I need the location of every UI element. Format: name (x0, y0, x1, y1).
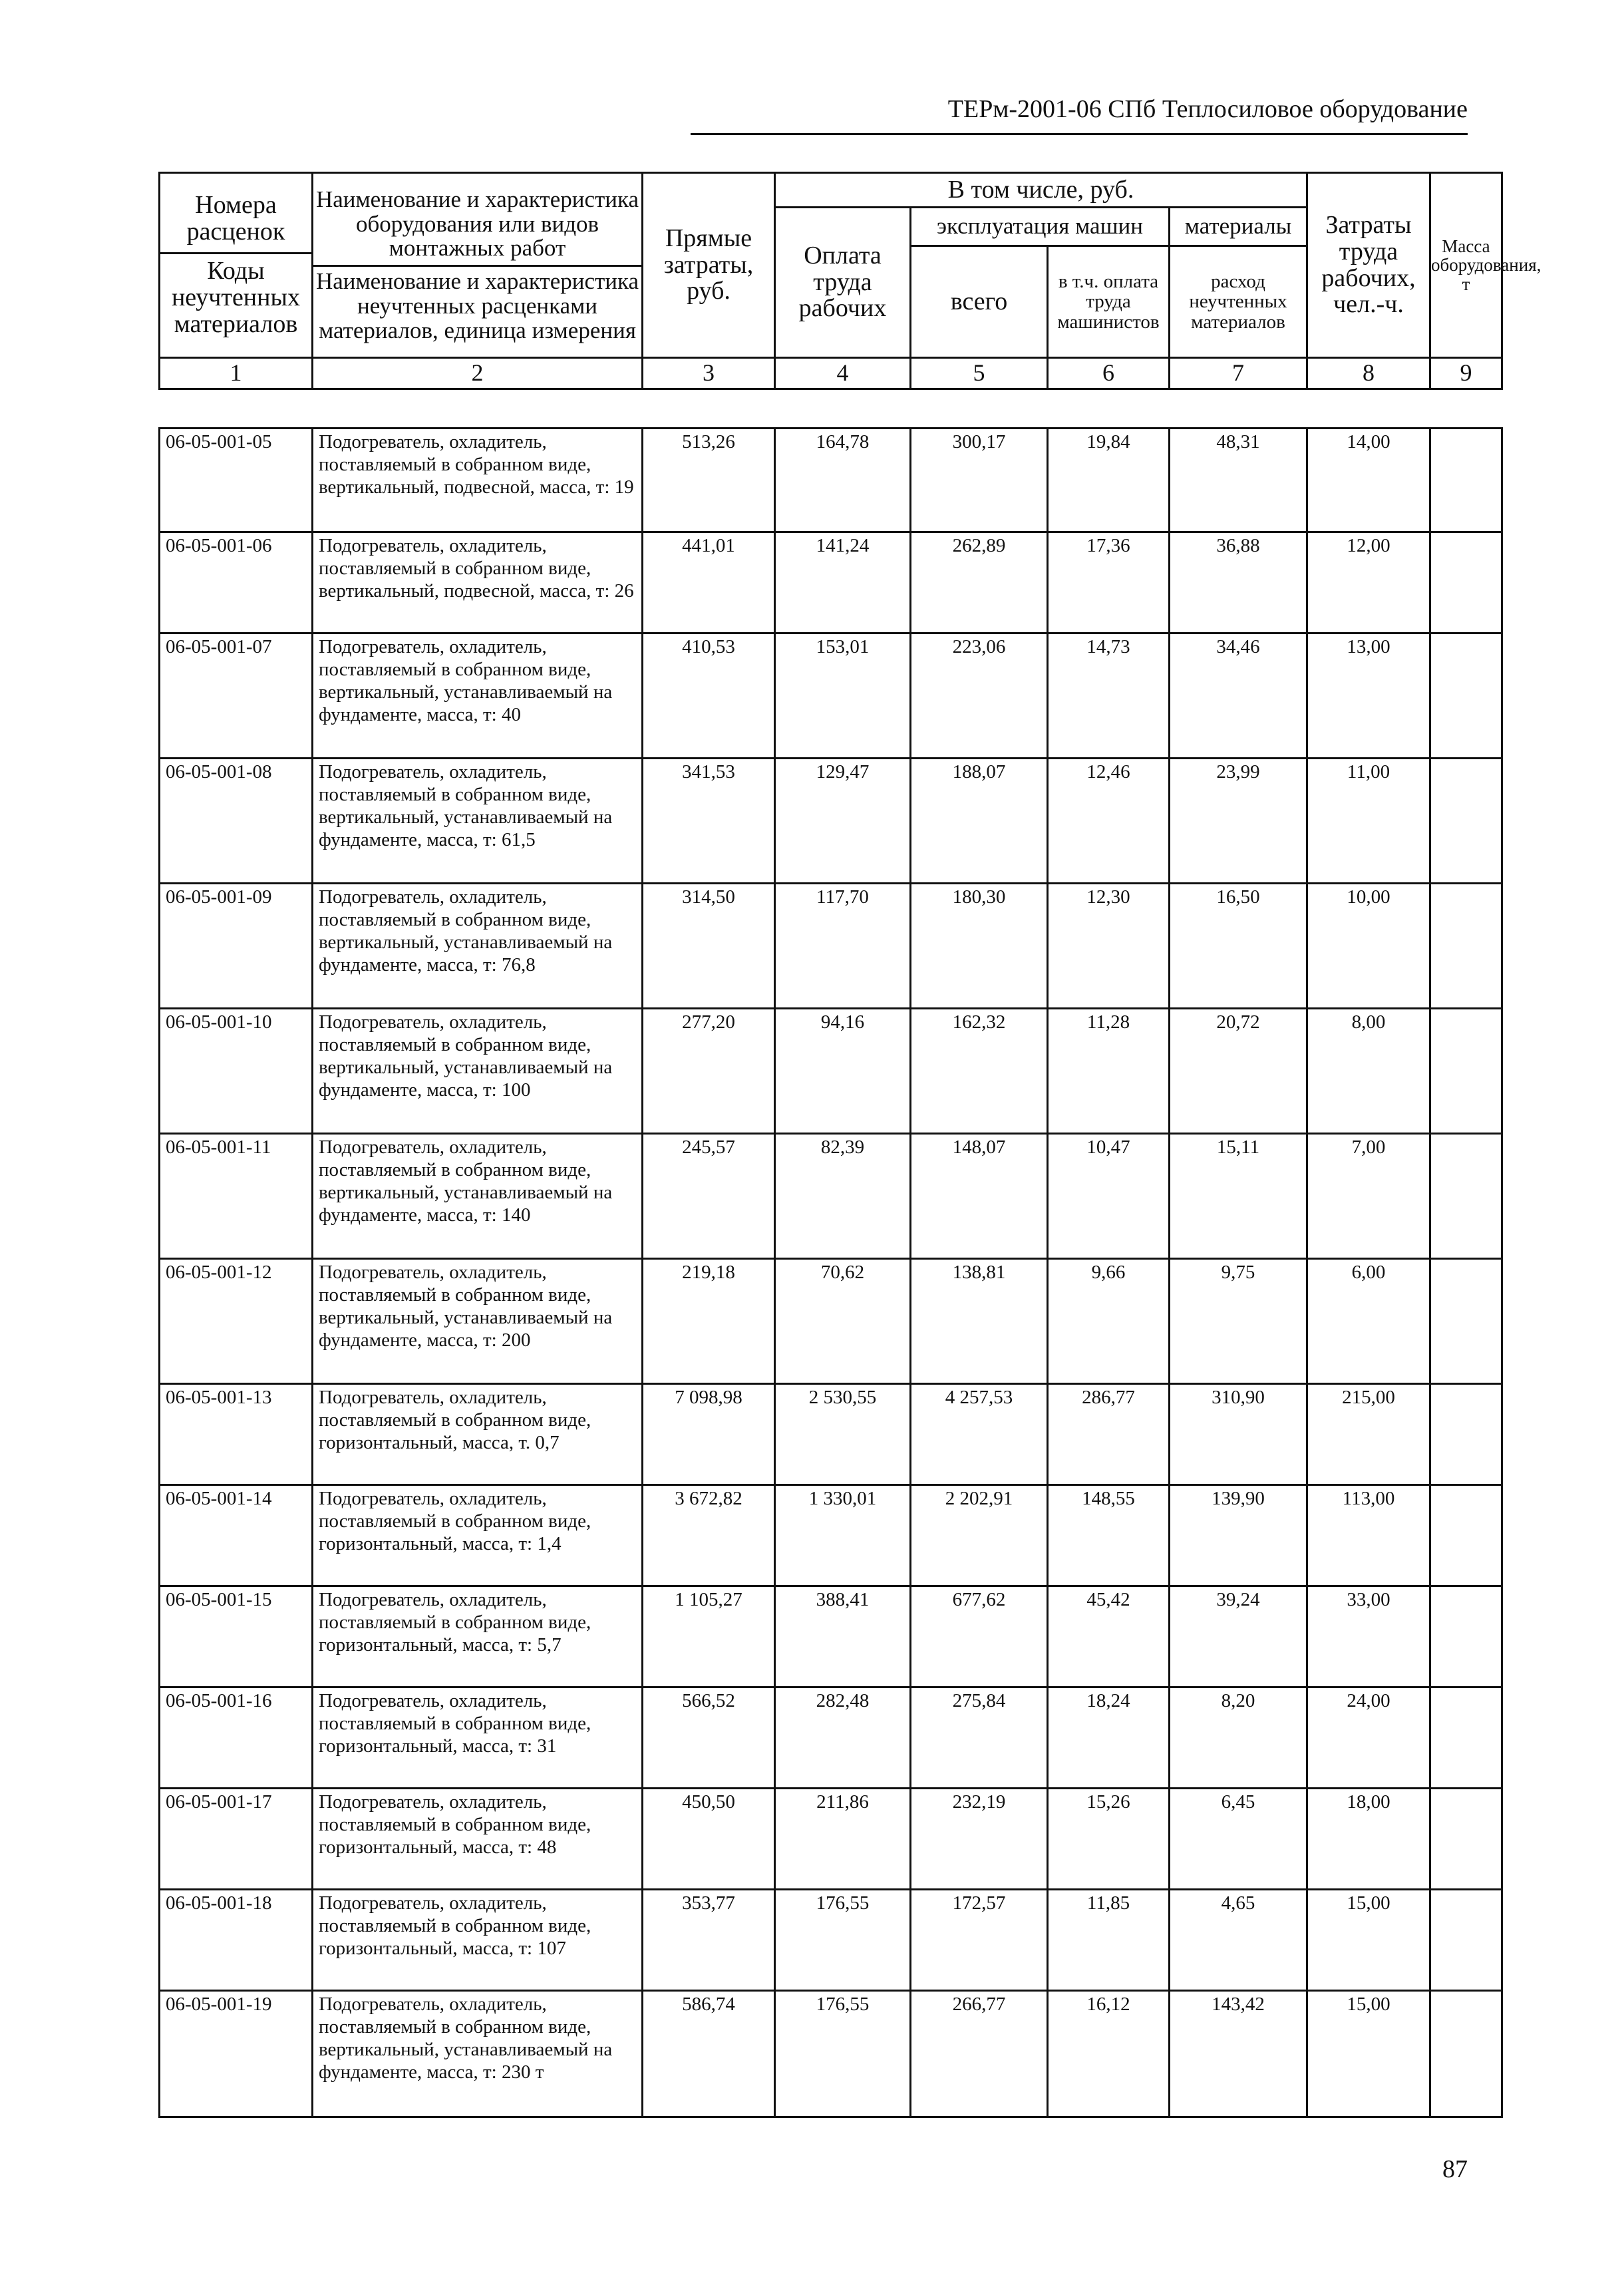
operator-pay-cell: 10,47 (1048, 1134, 1170, 1259)
direct-costs-cell: 586,74 (643, 1991, 775, 2117)
rate-code-cell: 06-05-001-13 (160, 1384, 313, 1485)
page-number: 87 (1442, 2155, 1468, 2183)
direct-costs-cell: 341,53 (643, 759, 775, 884)
labor-hours-cell: 18,00 (1307, 1789, 1430, 1890)
incl-header: В том числе, руб. (775, 173, 1307, 208)
labor-pay-cell: 141,24 (775, 532, 911, 633)
labor-pay-cell: 70,62 (775, 1259, 911, 1384)
machine-costs-cell: 275,84 (911, 1687, 1048, 1789)
labor-hours-cell: 15,00 (1307, 1991, 1430, 2117)
labor-pay-cell: 176,55 (775, 1890, 911, 1991)
labor-hours-cell: 6,00 (1307, 1259, 1430, 1384)
labor-hours-cell: 33,00 (1307, 1586, 1430, 1687)
col7-header: расход неучтенных материалов (1170, 246, 1307, 358)
rate-code-cell: 06-05-001-17 (160, 1789, 313, 1890)
col5-header: всего (911, 246, 1048, 358)
col4-header: Оплата труда рабочих (775, 208, 911, 358)
labor-pay-cell: 153,01 (775, 633, 911, 759)
labor-pay-cell: 176,55 (775, 1991, 911, 2117)
table-row (160, 884, 1502, 1009)
labor-pay-cell: 164,78 (775, 429, 911, 532)
materials-costs-cell: 4,65 (1170, 1890, 1307, 1991)
labor-hours-cell: 215,00 (1307, 1384, 1430, 1485)
operator-pay-cell: 11,28 (1048, 1009, 1170, 1134)
work-name-cell: Подогреватель, охладитель, поставляемый в собранном виде, вертикальный, подвесной, масса, т: 26 (313, 532, 643, 633)
table-row (160, 1009, 1502, 1134)
materials-header: материалы (1170, 208, 1307, 246)
operator-pay-cell: 11,85 (1048, 1890, 1170, 1991)
direct-costs-cell: 441,01 (643, 532, 775, 633)
labor-hours-cell: 8,00 (1307, 1009, 1430, 1134)
rate-code-cell: 06-05-001-12 (160, 1259, 313, 1384)
rate-code-cell: 06-05-001-05 (160, 429, 313, 532)
work-name-cell: Подогреватель, охладитель, поставляемый в собранном виде, вертикальный, устанавливаемый на фундаменте, масса, т: 61,5 (313, 759, 643, 884)
labor-hours-cell: 24,00 (1307, 1687, 1430, 1789)
machine-costs-cell: 188,07 (911, 759, 1048, 884)
machine-costs-cell: 4 257,53 (911, 1384, 1048, 1485)
materials-costs-cell: 8,20 (1170, 1687, 1307, 1789)
table-row (160, 759, 1502, 884)
equipment-mass-cell (1430, 1259, 1502, 1384)
machine-costs-cell: 266,77 (911, 1991, 1048, 2117)
table-row (160, 1586, 1502, 1687)
machine-costs-cell: 262,89 (911, 532, 1048, 633)
materials-costs-cell: 39,24 (1170, 1586, 1307, 1687)
col1-bottom-label: Коды неучтенных материалов (171, 257, 301, 338)
col2-bottom-label: Наименование и характеристика неучтенных расценками материалов, единица измерения (315, 268, 639, 343)
table-row (160, 1485, 1502, 1586)
rate-code-cell: 06-05-001-19 (160, 1991, 313, 2117)
machine-costs-cell: 138,81 (911, 1259, 1048, 1384)
labor-hours-cell: 13,00 (1307, 633, 1430, 759)
colnum-9: 9 (1430, 358, 1502, 389)
equipment-mass-cell (1430, 1687, 1502, 1789)
labor-hours-cell: 7,00 (1307, 1134, 1430, 1259)
rates-table (158, 427, 1503, 2118)
labor-pay-cell: 2 530,55 (775, 1384, 911, 1485)
table-row (160, 633, 1502, 759)
labor-pay-cell: 117,70 (775, 884, 911, 1009)
machine-costs-cell: 180,30 (911, 884, 1048, 1009)
equipment-mass-cell (1430, 1586, 1502, 1687)
machines-header: эксплуатация машин (911, 208, 1170, 246)
col6-header: в т.ч. оплата труда машинистов (1048, 246, 1170, 358)
equipment-mass-cell (1430, 759, 1502, 884)
col2-header (313, 173, 643, 358)
col3-header: Прямые затраты, руб. (643, 173, 775, 358)
col9-header: Масса оборудования, т (1430, 173, 1502, 358)
machine-costs-cell: 677,62 (911, 1586, 1048, 1687)
labor-hours-cell: 14,00 (1307, 429, 1430, 532)
rate-code-cell: 06-05-001-06 (160, 532, 313, 633)
equipment-mass-cell (1430, 1991, 1502, 2117)
operator-pay-cell: 286,77 (1048, 1384, 1170, 1485)
equipment-mass-cell (1430, 429, 1502, 532)
materials-costs-cell: 48,31 (1170, 429, 1307, 532)
equipment-mass-cell (1430, 1134, 1502, 1259)
work-name-cell: Подогреватель, охладитель, поставляемый в собранном виде, вертикальный, устанавливаемый на фундаменте, масса, т: 230 т (313, 1991, 643, 2117)
machine-costs-cell: 2 202,91 (911, 1485, 1048, 1586)
operator-pay-cell: 16,12 (1048, 1991, 1170, 2117)
machine-costs-cell: 232,19 (911, 1789, 1048, 1890)
col1-header (160, 173, 313, 358)
operator-pay-cell: 9,66 (1048, 1259, 1170, 1384)
machine-costs-cell: 300,17 (911, 429, 1048, 532)
work-name-cell: Подогреватель, охладитель, поставляемый в собранном виде, вертикальный, устанавливаемый на фундаменте, масса, т: 100 (313, 1009, 643, 1134)
rate-code-cell: 06-05-001-11 (160, 1134, 313, 1259)
table-row (160, 429, 1502, 532)
table-row (160, 1991, 1502, 2117)
colnum-8: 8 (1307, 358, 1430, 389)
work-name-cell: Подогреватель, охладитель, поставляемый в собранном виде, горизонтальный, масса, т. 0,7 (313, 1384, 643, 1485)
machine-costs-cell: 162,32 (911, 1009, 1048, 1134)
work-name-cell: Подогреватель, охладитель, поставляемый в собранном виде, вертикальный, устанавливаемый на фундаменте, масса, т: 140 (313, 1134, 643, 1259)
equipment-mass-cell (1430, 633, 1502, 759)
table-row (160, 532, 1502, 633)
labor-pay-cell: 282,48 (775, 1687, 911, 1789)
labor-pay-cell: 82,39 (775, 1134, 911, 1259)
operator-pay-cell: 17,36 (1048, 532, 1170, 633)
work-name-cell: Подогреватель, охладитель, поставляемый в собранном виде, вертикальный, устанавливаемый на фундаменте, масса, т: 76,8 (313, 884, 643, 1009)
materials-costs-cell: 143,42 (1170, 1991, 1307, 2117)
table-row (160, 1789, 1502, 1890)
direct-costs-cell: 7 098,98 (643, 1384, 775, 1485)
operator-pay-cell: 12,46 (1048, 759, 1170, 884)
colnum-7: 7 (1170, 358, 1307, 389)
materials-costs-cell: 20,72 (1170, 1009, 1307, 1134)
colnum-5: 5 (911, 358, 1048, 389)
column-header-table (158, 172, 1542, 390)
direct-costs-cell: 245,57 (643, 1134, 775, 1259)
table-row (160, 1134, 1502, 1259)
materials-costs-cell: 139,90 (1170, 1485, 1307, 1586)
equipment-mass-cell (1430, 1485, 1502, 1586)
direct-costs-cell: 3 672,82 (643, 1485, 775, 1586)
operator-pay-cell: 14,73 (1048, 633, 1170, 759)
table-row (160, 1259, 1502, 1384)
labor-pay-cell: 211,86 (775, 1789, 911, 1890)
work-name-cell: Подогреватель, охладитель, поставляемый в собранном виде, горизонтальный, масса, т: 31 (313, 1687, 643, 1789)
labor-hours-cell: 15,00 (1307, 1890, 1430, 1991)
rate-code-cell: 06-05-001-08 (160, 759, 313, 884)
colnum-6: 6 (1048, 358, 1170, 389)
colnum-4: 4 (775, 358, 911, 389)
equipment-mass-cell (1430, 1789, 1502, 1890)
direct-costs-cell: 566,52 (643, 1687, 775, 1789)
work-name-cell: Подогреватель, охладитель, поставляемый в собранном виде, горизонтальный, масса, т: 5,7 (313, 1586, 643, 1687)
direct-costs-cell: 1 105,27 (643, 1586, 775, 1687)
materials-costs-cell: 16,50 (1170, 884, 1307, 1009)
labor-hours-cell: 113,00 (1307, 1485, 1430, 1586)
operator-pay-cell: 148,55 (1048, 1485, 1170, 1586)
colnum-3: 3 (643, 358, 775, 389)
table-row (160, 1890, 1502, 1991)
operator-pay-cell: 45,42 (1048, 1586, 1170, 1687)
work-name-cell: Подогреватель, охладитель, поставляемый в собранном виде, вертикальный, устанавливаемый на фундаменте, масса, т: 200 (313, 1259, 643, 1384)
work-name-cell: Подогреватель, охладитель, поставляемый в собранном виде, горизонтальный, масса, т: 107 (313, 1890, 643, 1991)
work-name-cell: Подогреватель, охладитель, поставляемый в собранном виде, горизонтальный, масса, т: 1,4 (313, 1485, 643, 1586)
machine-costs-cell: 223,06 (911, 633, 1048, 759)
labor-hours-cell: 12,00 (1307, 532, 1430, 633)
equipment-mass-cell (1430, 1384, 1502, 1485)
operator-pay-cell: 15,26 (1048, 1789, 1170, 1890)
operator-pay-cell: 12,30 (1048, 884, 1170, 1009)
direct-costs-cell: 450,50 (643, 1789, 775, 1890)
direct-costs-cell: 353,77 (643, 1890, 775, 1991)
direct-costs-cell: 314,50 (643, 884, 775, 1009)
direct-costs-cell: 277,20 (643, 1009, 775, 1134)
labor-pay-cell: 129,47 (775, 759, 911, 884)
equipment-mass-cell (1430, 1890, 1502, 1991)
rate-code-cell: 06-05-001-09 (160, 884, 313, 1009)
rate-code-cell: 06-05-001-10 (160, 1009, 313, 1134)
rate-code-cell: 06-05-001-18 (160, 1890, 313, 1991)
equipment-mass-cell (1430, 532, 1502, 633)
equipment-mass-cell (1430, 884, 1502, 1009)
work-name-cell: Подогреватель, охладитель, поставляемый в собранном виде, горизонтальный, масса, т: 48 (313, 1789, 643, 1890)
operator-pay-cell: 18,24 (1048, 1687, 1170, 1789)
materials-costs-cell: 15,11 (1170, 1134, 1307, 1259)
direct-costs-cell: 410,53 (643, 633, 775, 759)
materials-costs-cell: 310,90 (1170, 1384, 1307, 1485)
header-rule (691, 133, 1468, 135)
operator-pay-cell: 19,84 (1048, 429, 1170, 532)
col1-top-label: Номера расценок (160, 192, 311, 254)
equipment-mass-cell (1430, 1009, 1502, 1134)
materials-costs-cell: 36,88 (1170, 532, 1307, 633)
machine-costs-cell: 148,07 (911, 1134, 1048, 1259)
col8-header: Затраты труда рабочих, чел.-ч. (1307, 173, 1430, 358)
labor-pay-cell: 1 330,01 (775, 1485, 911, 1586)
rate-code-cell: 06-05-001-07 (160, 633, 313, 759)
table-row (160, 1384, 1502, 1485)
direct-costs-cell: 513,26 (643, 429, 775, 532)
labor-hours-cell: 11,00 (1307, 759, 1430, 884)
materials-costs-cell: 34,46 (1170, 633, 1307, 759)
rate-code-cell: 06-05-001-15 (160, 1586, 313, 1687)
machine-costs-cell: 172,57 (911, 1890, 1048, 1991)
labor-hours-cell: 10,00 (1307, 884, 1430, 1009)
work-name-cell: Подогреватель, охладитель, поставляемый в собранном виде, вертикальный, устанавливаемый на фундаменте, масса, т: 40 (313, 633, 643, 759)
materials-costs-cell: 6,45 (1170, 1789, 1307, 1890)
colnum-2: 2 (313, 358, 643, 389)
table-row (160, 1687, 1502, 1789)
col2-top-label: Наименование и характеристика оборудования или видов монтажных работ (313, 188, 641, 267)
materials-costs-cell: 23,99 (1170, 759, 1307, 884)
colnum-1: 1 (160, 358, 313, 389)
rates-table-body (160, 429, 1502, 2117)
rate-code-cell: 06-05-001-14 (160, 1485, 313, 1586)
direct-costs-cell: 219,18 (643, 1259, 775, 1384)
document-header-title: ТЕРм-2001-06 СПб Теплосиловое оборудование (947, 95, 1468, 123)
rate-code-cell: 06-05-001-16 (160, 1687, 313, 1789)
work-name-cell: Подогреватель, охладитель, поставляемый в собранном виде, вертикальный, подвесной, масса, т: 19 (313, 429, 643, 532)
materials-costs-cell: 9,75 (1170, 1259, 1307, 1384)
labor-pay-cell: 388,41 (775, 1586, 911, 1687)
labor-pay-cell: 94,16 (775, 1009, 911, 1134)
